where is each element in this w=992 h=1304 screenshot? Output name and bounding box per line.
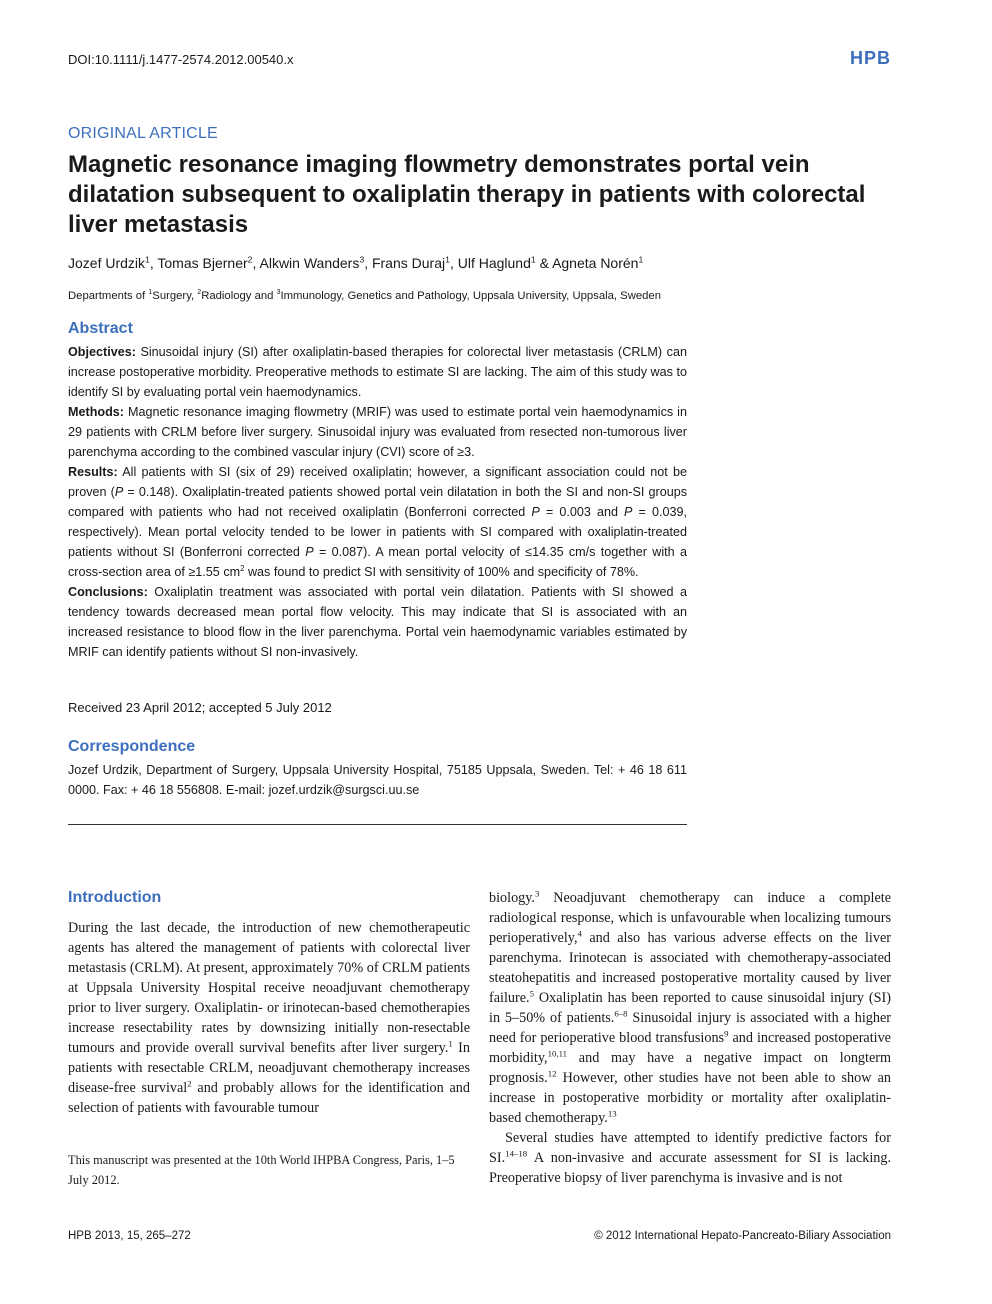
section-divider xyxy=(68,824,687,825)
citation[interactable]: 4 xyxy=(577,928,582,939)
doi[interactable]: DOI:10.1111/j.1477-2574.2012.00540.x xyxy=(68,52,294,67)
abstract-objectives: Objectives: Sinusoidal injury (SI) after oxaliplatin-based therapies for colorectal liver metastasis (CRLM) can increase postoperative morbidity. Preoperative methods to estimate SI are lacking. The aim of this study was to identify SI by evaluating portal vein haemodynamics. xyxy=(68,345,687,399)
author[interactable]: Alkwin Wanders xyxy=(259,255,360,271)
citation[interactable]: 9 xyxy=(724,1028,729,1039)
citation[interactable]: 14–18 xyxy=(505,1148,528,1159)
citation[interactable]: 1 xyxy=(448,1038,453,1049)
author[interactable]: Agneta Norén xyxy=(552,255,639,271)
footer-citation: HPB 2013, 15, 265–272 xyxy=(68,1230,191,1242)
author-affiliation-mark: 1 xyxy=(530,254,536,265)
citation[interactable]: 10,11 xyxy=(547,1048,568,1059)
paragraph: Several studies have attempted to identify predictive factors for SI.$^{14-18}$ A non-invasive and accurate assessment for SI is lacking. Preoperative biopsy of liver parenchyma is invasive and is not xyxy=(489,1130,891,1186)
author-affiliation-mark: 1 xyxy=(445,254,450,265)
citation[interactable]: 2 xyxy=(187,1078,192,1089)
author[interactable]: Frans Duraj xyxy=(371,255,446,271)
author-affiliation-mark: 3 xyxy=(359,254,365,265)
body-column-right xyxy=(489,888,891,1188)
author[interactable]: Tomas Bjerner xyxy=(157,255,248,271)
author-list: Jozef Urdzik$^1$, Tomas Bjerner$^2$, Alkwin Wanders$^3$, Frans Duraj$^1$, Ulf Haglund$^1$ & Agneta Norén$^1$ xyxy=(68,254,644,271)
citation[interactable]: 12 xyxy=(547,1068,557,1079)
correspondence-heading: Correspondence xyxy=(68,738,196,755)
author-affiliation-mark: 2 xyxy=(247,254,253,265)
author[interactable]: Ulf Haglund xyxy=(457,255,531,271)
received-dates: Received 23 April 2012; accepted 5 July 2012 xyxy=(68,700,332,715)
body-column-left xyxy=(68,918,470,1118)
correspondence-text: Jozef Urdzik, Department of Surgery, Uppsala University Hospital, 75185 Uppsala, Sweden. Tel: + 46 18 611 0000. Fax: + 46 18 556808. E-mail: jozef.urdzik@surgsci.uu.se xyxy=(68,763,687,797)
paragraph: During the last decade, the introduction of new chemotherapeutic agents has altered the management of patients with colorectal liver metastasis (CRLM). At present, approximately 70% of CRLM patients at Uppsala University Hospital receive neoadjuvant chemotherapy prior to liver surgery. Oxaliplatin- or irinotecan-based chemotherapies increase resectability rates by downsizing initially non-resectable tumours and provide overall survival benefits after liver surgery.$^1$ In patients with resectable CRLM, neoadjuvant chemotherapy increases disease-free survival$^2$ and probably allows for the identification and selection of patients with favourable tumour xyxy=(68,920,470,1116)
author-affiliation-mark: 1 xyxy=(145,254,150,265)
article-title: Magnetic resonance imaging flowmetry demonstrates portal vein dilatation subsequent to oxaliplatin therapy in patients with colorectal liver metastasis xyxy=(68,151,866,238)
abstract-results: Results: All patients with SI (six of 29) received oxaliplatin; however, a significant association could not be proven (P = 0.148). Oxaliplatin-treated patients showed portal vein dilatation in both the SI and non-SI groups compared with patients who had not received oxaliplatin (Bonferroni corrected P = 0.003 and P = 0.039, respectively). Mean portal velocity tended to be lower in patients with SI compared with oxaliplatin-treated patients without SI (Bonferroni corrected P = 0.087). A mean portal velocity of ≤14.35 cm/s together with a cross-section area of ≥1.55 $cm^2$ was found to predict SI with sensitivity of 100% and specificity of 78%. xyxy=(68,465,687,579)
author[interactable]: Jozef Urdzik xyxy=(68,255,146,271)
abstract-body xyxy=(68,342,687,662)
abstract-heading: Abstract xyxy=(68,320,133,337)
citation[interactable]: 6–8 xyxy=(614,1008,628,1019)
abstract-conclusions: Conclusions: Oxaliplatin treatment was associated with portal vein dilatation. Patients with SI showed a tendency towards decreased mean portal flow velocity. This may indicate that SI is associated with an increased resistance to blood flow in the liver parenchyma. Portal vein haemodynamic variables estimated by MRIF can identify patients without SI non-invasively. xyxy=(68,585,687,659)
footer-copyright: © 2012 International Hepato-Pancreato-Biliary Association xyxy=(594,1230,891,1242)
citation[interactable]: 13 xyxy=(607,1108,617,1119)
introduction-heading: Introduction xyxy=(68,889,162,906)
article-type: ORIGINAL ARTICLE xyxy=(68,125,218,142)
author-affiliation-mark: 1 xyxy=(638,254,644,265)
citation[interactable]: 3 xyxy=(534,888,540,899)
abstract-methods: Methods: Magnetic resonance imaging flowmetry (MRIF) was used to estimate portal vein haemodynamics in 29 patients with CRLM before liver surgery. Sinusoidal injury was evaluated from resected non-tumorous liver parenchyma according to the combined vascular injury (CVI) score of ≥3. xyxy=(68,405,687,459)
citation[interactable]: 5 xyxy=(529,988,534,999)
footnote: This manuscript was presented at the 10th World IHPBA Congress, Paris, 1–5 July 2012. xyxy=(68,1153,455,1187)
paragraph: biology.$^3$ Neoadjuvant chemotherapy can induce a complete radiological response, which is unfavourable when localizing tumours perioperatively,$^4$ and also has various adverse effects on the liver parenchyma. Irinotecan is associated with chemotherapy-associated steatohepatitis and increased postoperative mortality caused by liver failure.$^5$ Oxaliplatin has been reported to cause sinusoidal injury (SI) in 5–50% of patients.$^{6-8}$ Sinusoidal injury is associated with a higher need for perioperative blood transfusions$^9$ and increased postoperative morbidity,$^{10,11}$ and may have a negative impact on longterm prognosis.$^{12}$ However, other studies have not been able to show an increase in postoperative morbidity or mortality after oxaliplatin-based chemotherapy.$^{13}$ xyxy=(489,888,891,1126)
journal-logo: HPB xyxy=(849,48,891,68)
affiliations: Departments of $^1$Surgery, $^2$Radiology and $^3$Immunology, Genetics and Pathology, Uppsala University, Uppsala, Sweden xyxy=(68,289,661,302)
